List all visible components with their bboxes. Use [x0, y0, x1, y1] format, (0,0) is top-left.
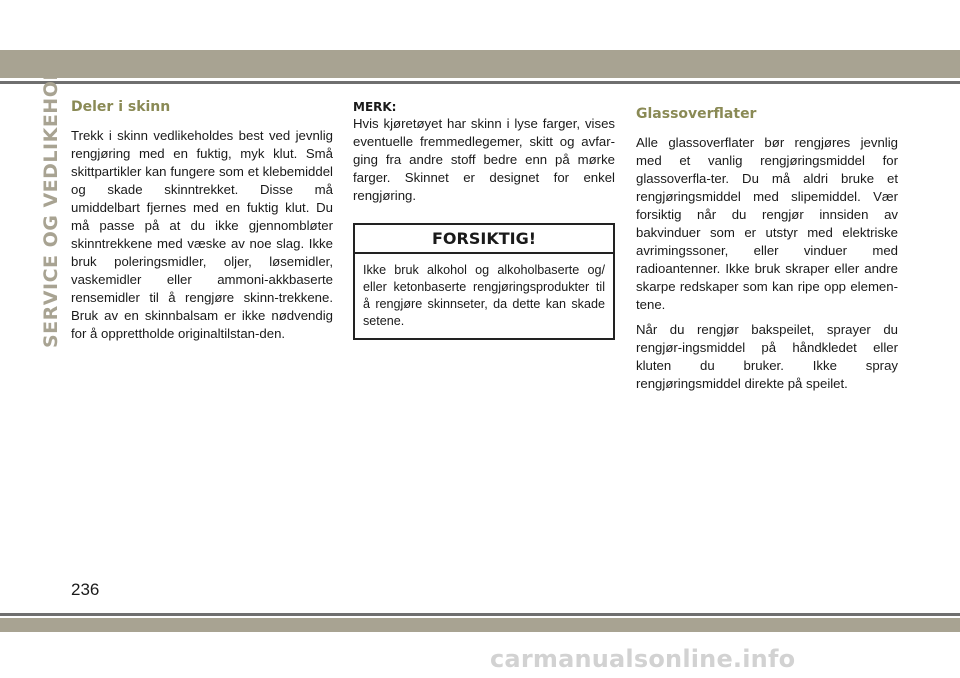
header-rule	[0, 81, 960, 84]
glass-paragraph-1: Alle glassoverflater bør rengjøres jevnlig med et vanlig rengjøringsmiddel for glassoverfla-ter. Du må aldri bruke et rengjøringsmiddel med slipemiddel. Vær forsiktig når du rengjør innsiden av bakvinduer som er utstyr med elektriske avrimingssoner, eller vinduer med radioantenner. Ikke bruk skraper eller andre skarpe redskaper som kan ripe opp elemen-tene.	[636, 135, 898, 312]
note-label: MERK:	[353, 100, 397, 114]
note-body: Hvis kjøretøyet har skinn i lyse farger, vises eventuelle fremmedlegemer, skitt og avfar-ging fra andre stoff bedre enn på mørke farger. Skinnet er designet for enkel rengjøring.	[353, 116, 615, 203]
section-title: SERVICE OG VEDLIKEHOLD	[40, 51, 62, 348]
glass-heading: Glassoverflater	[636, 106, 757, 122]
page-number: 236	[71, 580, 100, 599]
caution-body: Ikke bruk alkohol og alkoholbaserte og/ eller ketonbaserte rengjøringsprodukter til å rengjøre skinnseter, da dette kan skade setene.	[363, 263, 605, 328]
watermark: carmanualsonline.info	[490, 645, 796, 673]
caution-box	[353, 223, 615, 340]
leather-heading: Deler i skinn	[71, 99, 171, 115]
footer-band	[0, 618, 960, 632]
glass-paragraph-2: Når du rengjør bakspeilet, sprayer du rengjør-ingsmiddel på håndkledet eller kluten du bruker. Ikke spray rengjøringsmiddel direkte på speilet.	[636, 322, 898, 391]
leather-column	[71, 99, 333, 343]
glass-column	[636, 99, 898, 393]
note-column	[353, 99, 615, 340]
leather-body: Trekk i skinn vedlikeholdes best ved jevnlig rengjøring med en fuktig, myk klut. Små skittpartikler kan fungere som et klebemiddel og skade skinntrekket. Disse må umiddelbart fjernes med en fuktig klut. Du må passe på at du ikke gjennombløter skinntrekkene med væske av noe slag. Ikke bruk poleringsmidler, oljer, løsemidler, vaskemidler eller ammoni-akkbaserte rensemidler til å rengjøre skinn-trekkene. Bruk av en skinnbalsam er ikke nødvendig for å opprettholde originaltilstan-den.	[71, 128, 333, 341]
caution-title: FORSIKTIG!	[355, 225, 613, 254]
header-band	[0, 50, 960, 78]
footer-rule	[0, 613, 960, 616]
